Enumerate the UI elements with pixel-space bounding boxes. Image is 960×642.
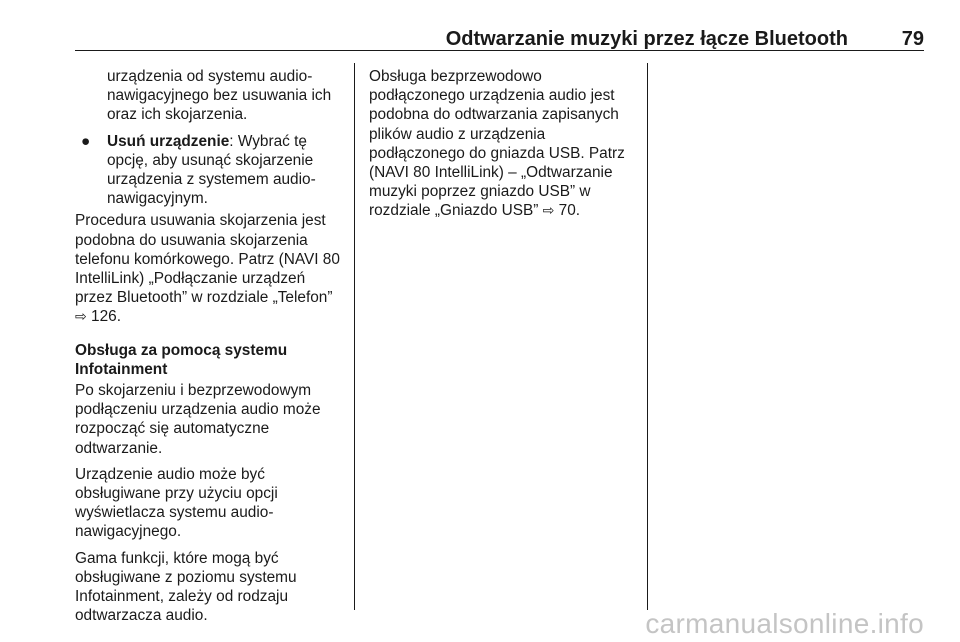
page-reference-arrow-icon: ⇨ <box>542 202 555 219</box>
bullet-item-title: Usuń urządzenie <box>107 132 230 150</box>
unpair-paragraph <box>75 211 347 326</box>
text-column-middle <box>369 67 639 228</box>
bullet-item-text: : Wybrać tę opcję, aby usunąć skojarzenie urządzenia z systemem audio-nawigacyjnym. <box>107 132 316 208</box>
section-heading: Obsługa za pomocą systemu Infotainment <box>75 341 288 378</box>
bullet-icon: ● <box>81 132 91 150</box>
paragraph-text: Procedura usuwania skojarzenia jest podobna do usuwania skojarzenia telefonu komórkowego. Patrz (NAVI 80 IntelliLink) „Podłączanie urządzeń przez Bluetooth” w rozdziale „Telefon” <box>75 212 340 307</box>
page-reference-arrow-icon: ⇨ <box>75 308 87 325</box>
wireless-operation-paragraph <box>369 67 639 221</box>
bullet-item-remove-device <box>75 132 347 209</box>
paragraph-text: Obsługa bezprzewodowo podłączonego urządzenia audio jest podobna do odtwarzania zapisanych plików audio z urządzenia podłączonego do gniazda USB. Patrz (NAVI 80 IntelliLink) – „Odtwarzanie muzyki poprzez gniazdo USB” w rozdziale „Gniazdo USB” <box>369 68 625 220</box>
column-divider-right <box>647 63 648 610</box>
paragraph-autoplay: Po skojarzeniu i bezprzewodowym podłączeniu urządzenia audio może rozpocząć się automatyczne odtwarzanie. <box>75 382 321 457</box>
continued-paragraph: urządzenia od systemu audio-nawigacyjnego bez usuwania ich oraz ich skojarzenia. <box>107 68 332 124</box>
section-title: Odtwarzanie muzyki przez łącze Bluetooth <box>445 28 848 50</box>
paragraph-display-control: Urządzenie audio może być obsługiwane przy użyciu opcji wyświetlacza systemu audio-nawigacyjnego. <box>75 465 278 541</box>
page-number: 79 <box>901 28 924 50</box>
text-column-left <box>75 67 347 632</box>
column-divider-left <box>354 63 355 610</box>
paragraph-function-range: Gama funkcji, które mogą być obsługiwane z poziomu systemu Infotainment, zależy od rodzaju odtwarzacza audio. <box>75 549 297 625</box>
header-divider <box>75 50 924 51</box>
page-reference-link[interactable]: 126. <box>86 308 121 326</box>
page-reference-link[interactable]: 70. <box>554 202 581 220</box>
watermark: carmanualsonline.info <box>645 608 924 639</box>
